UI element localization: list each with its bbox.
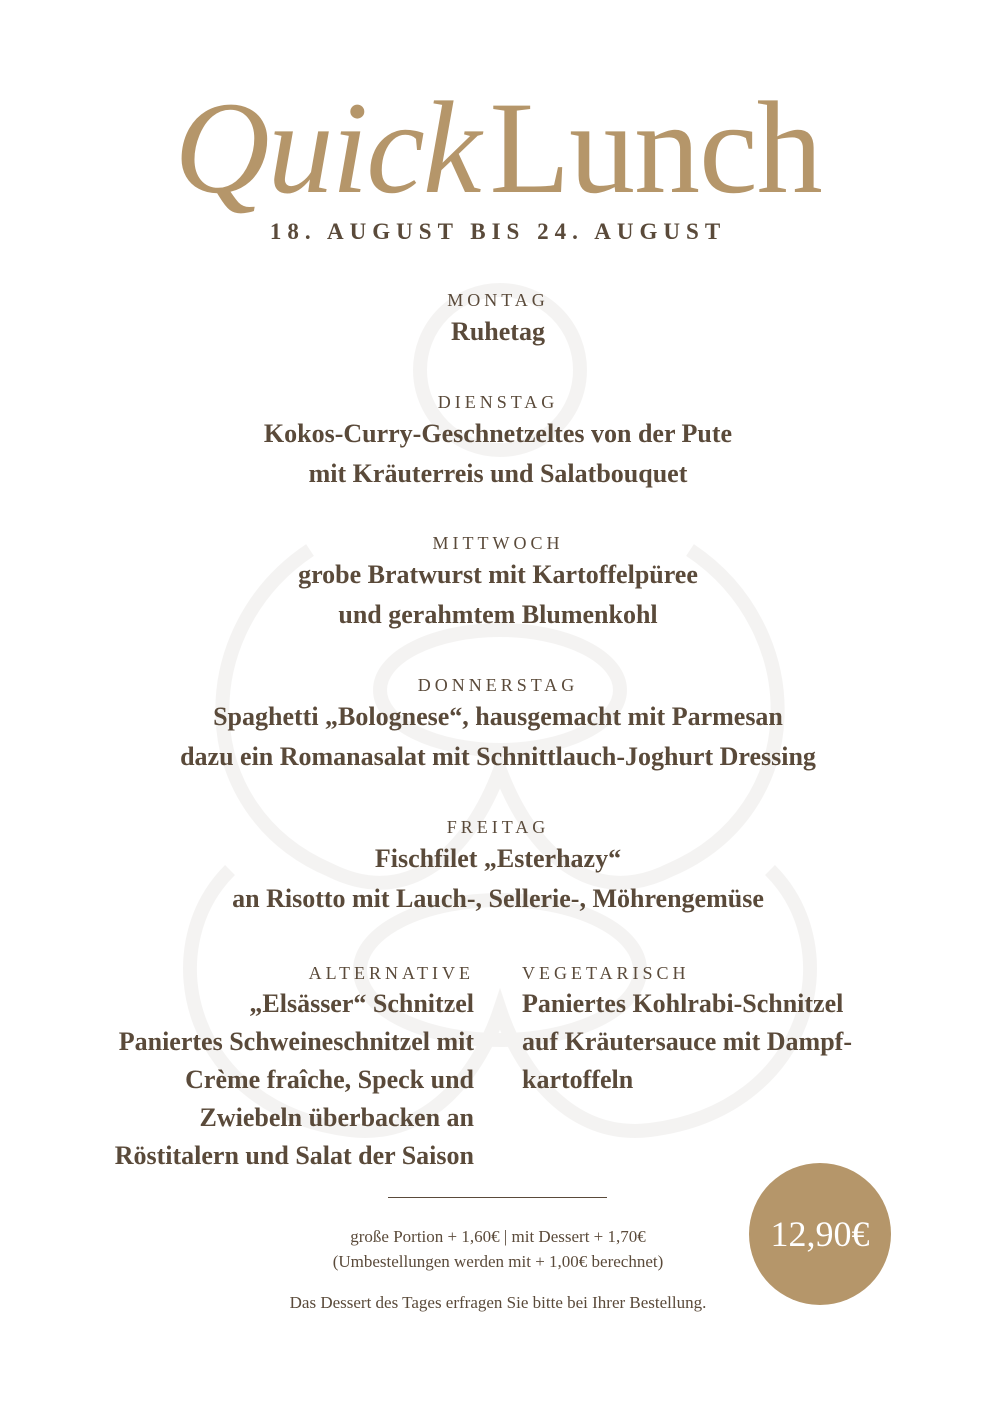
alternative-section bbox=[96, 961, 474, 1175]
vegetarisch-line: Paniertes Kohlrabi-Schnitzel bbox=[522, 989, 844, 1018]
day-freitag bbox=[0, 815, 996, 919]
alternative-line: „Elsässer“ Schnitzel bbox=[249, 989, 474, 1018]
vegetarisch-line: kartoffeln bbox=[522, 1065, 634, 1094]
dish-line: grobe Bratwurst mit Kartoffelpüree bbox=[298, 560, 698, 589]
dish-line: an Risotto mit Lauch-, Sellerie-, Möhrengemüse bbox=[232, 884, 764, 913]
day-label: FREITAG bbox=[446, 817, 550, 837]
alternative-line: Crème fraîche, Speck und bbox=[185, 1065, 474, 1094]
vegetarisch-label: VEGETARISCH bbox=[522, 963, 690, 983]
date-range: 18. AUGUST BIS 24. AUGUST bbox=[269, 219, 727, 244]
vegetarisch-section bbox=[522, 961, 882, 1099]
day-label: MONTAG bbox=[447, 290, 549, 310]
alternative-label: ALTERNATIVE bbox=[308, 963, 474, 983]
title-lunch: Lunch bbox=[489, 74, 822, 221]
day-mittwoch bbox=[0, 531, 996, 635]
dish-line: Fischfilet „Esterhazy“ bbox=[374, 844, 622, 873]
day-label: DIENSTAG bbox=[437, 392, 559, 412]
divider bbox=[388, 1197, 607, 1198]
title-quick: Quick bbox=[174, 74, 480, 221]
price-badge bbox=[749, 1163, 891, 1305]
alternative-line: Zwiebeln überbacken an bbox=[199, 1103, 474, 1132]
dish-line: mit Kräuterreis und Salatbouquet bbox=[308, 459, 688, 488]
dish-line: Ruhetag bbox=[451, 317, 545, 346]
dish-line: Kokos-Curry-Geschnetzeltes von der Pute bbox=[263, 419, 733, 448]
day-label: MITTWOCH bbox=[432, 533, 564, 553]
day-label: DONNERSTAG bbox=[417, 675, 579, 695]
price-value: 12,90€ bbox=[770, 1214, 870, 1254]
alternative-line: Röstitalern und Salat der Saison bbox=[114, 1141, 474, 1170]
day-donnerstag bbox=[0, 673, 996, 777]
day-dienstag bbox=[0, 390, 996, 494]
vegetarisch-line: auf Kräutersauce mit Dampf- bbox=[522, 1027, 852, 1056]
rebooking-note: (Umbestellungen werden mit + 1,00€ berechnet) bbox=[332, 1252, 664, 1271]
dessert-note: Das Dessert des Tages erfragen Sie bitte bei Ihrer Bestellung. bbox=[289, 1293, 707, 1312]
dish-line: dazu ein Romanasalat mit Schnittlauch-Joghurt Dressing bbox=[180, 742, 816, 771]
dish-line: Spaghetti „Bolognese“, hausgemacht mit Parmesan bbox=[213, 702, 783, 731]
dish-line: und gerahmtem Blumenkohl bbox=[338, 600, 658, 629]
alternative-line: Paniertes Schweineschnitzel mit bbox=[118, 1027, 474, 1056]
portion-note: große Portion + 1,60€ | mit Dessert + 1,70€ bbox=[350, 1227, 646, 1246]
menu-title bbox=[0, 74, 996, 221]
day-montag bbox=[0, 288, 996, 352]
